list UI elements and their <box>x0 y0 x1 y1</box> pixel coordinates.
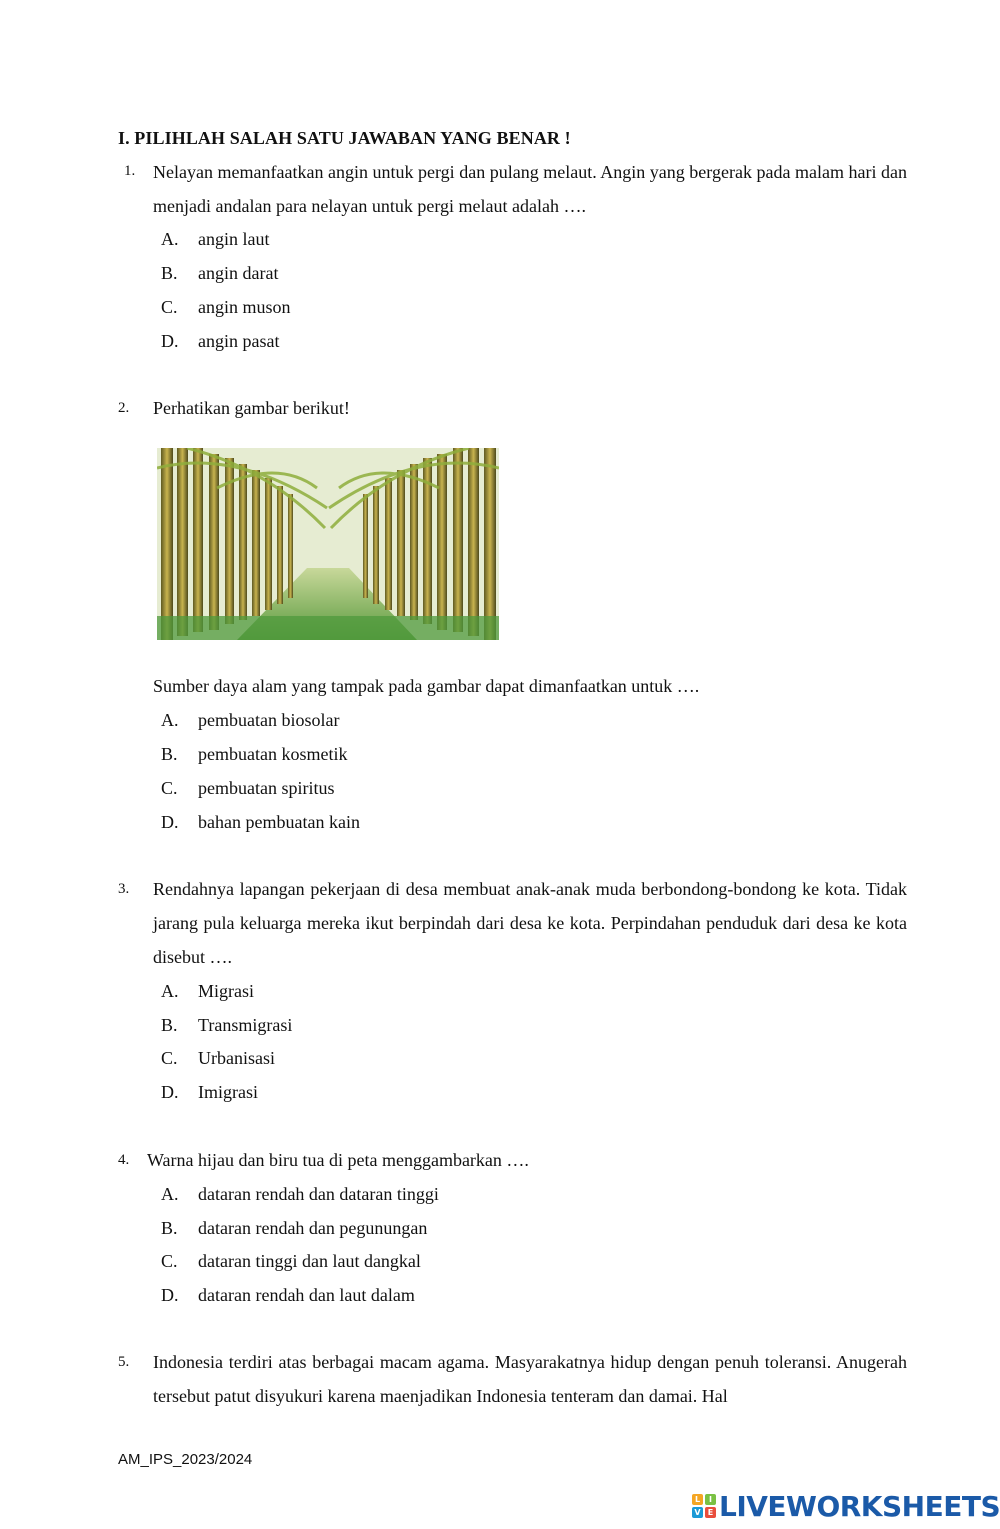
question-4-number: 4. <box>118 1152 130 1168</box>
sugarcane-field-photo <box>157 448 499 640</box>
question-2-number: 2. <box>118 400 130 416</box>
question-2-followup: Sumber daya alam yang tampak pada gambar dapat dimanfaatkan untuk …. <box>153 676 700 696</box>
liveworksheets-logo-icon: L I V E <box>692 1494 716 1518</box>
question-4-text: Warna hijau dan biru tua di peta menggambarkan …. <box>147 1150 529 1170</box>
question-5-text: Indonesia terdiri atas berbagai macam agama. Masyarakatnya hidup dengan penuh toleransi. Anugerah tersebut patut disyukuri karena maenjadikan Indonesia tenteram dan damai. Hal <box>153 1352 907 1406</box>
question-5-number: 5. <box>118 1354 130 1370</box>
document-code: AM_IPS_2023/2024 <box>118 1451 253 1468</box>
question-2-text: Perhatikan gambar berikut! <box>153 398 350 418</box>
question-1-number: 1. <box>124 163 136 179</box>
question-3-text: Rendahnya lapangan pekerjaan di desa membuat anak-anak muda berbondong-bondong ke kota. Tidak jarang pula keluarga mereka ikut berpindah dari desa ke kota. Perpindahan penduduk dari desa ke kota disebut …. <box>153 879 907 967</box>
question-3-number: 3. <box>118 881 130 897</box>
question-1-text: Nelayan memanfaatkan angin untuk pergi dan pulang melaut. Angin yang bergerak pada malam hari dan menjadi andalan para nelayan untuk pergi melaut adalah …. <box>153 162 907 216</box>
liveworksheets-wordmark: LIVEWORKSHEETS <box>719 1489 1000 1523</box>
section-heading: I. PILIHLAH SALAH SATU JAWABAN YANG BENAR ! <box>118 128 571 148</box>
liveworksheets-brand[interactable] <box>692 1488 1000 1524</box>
